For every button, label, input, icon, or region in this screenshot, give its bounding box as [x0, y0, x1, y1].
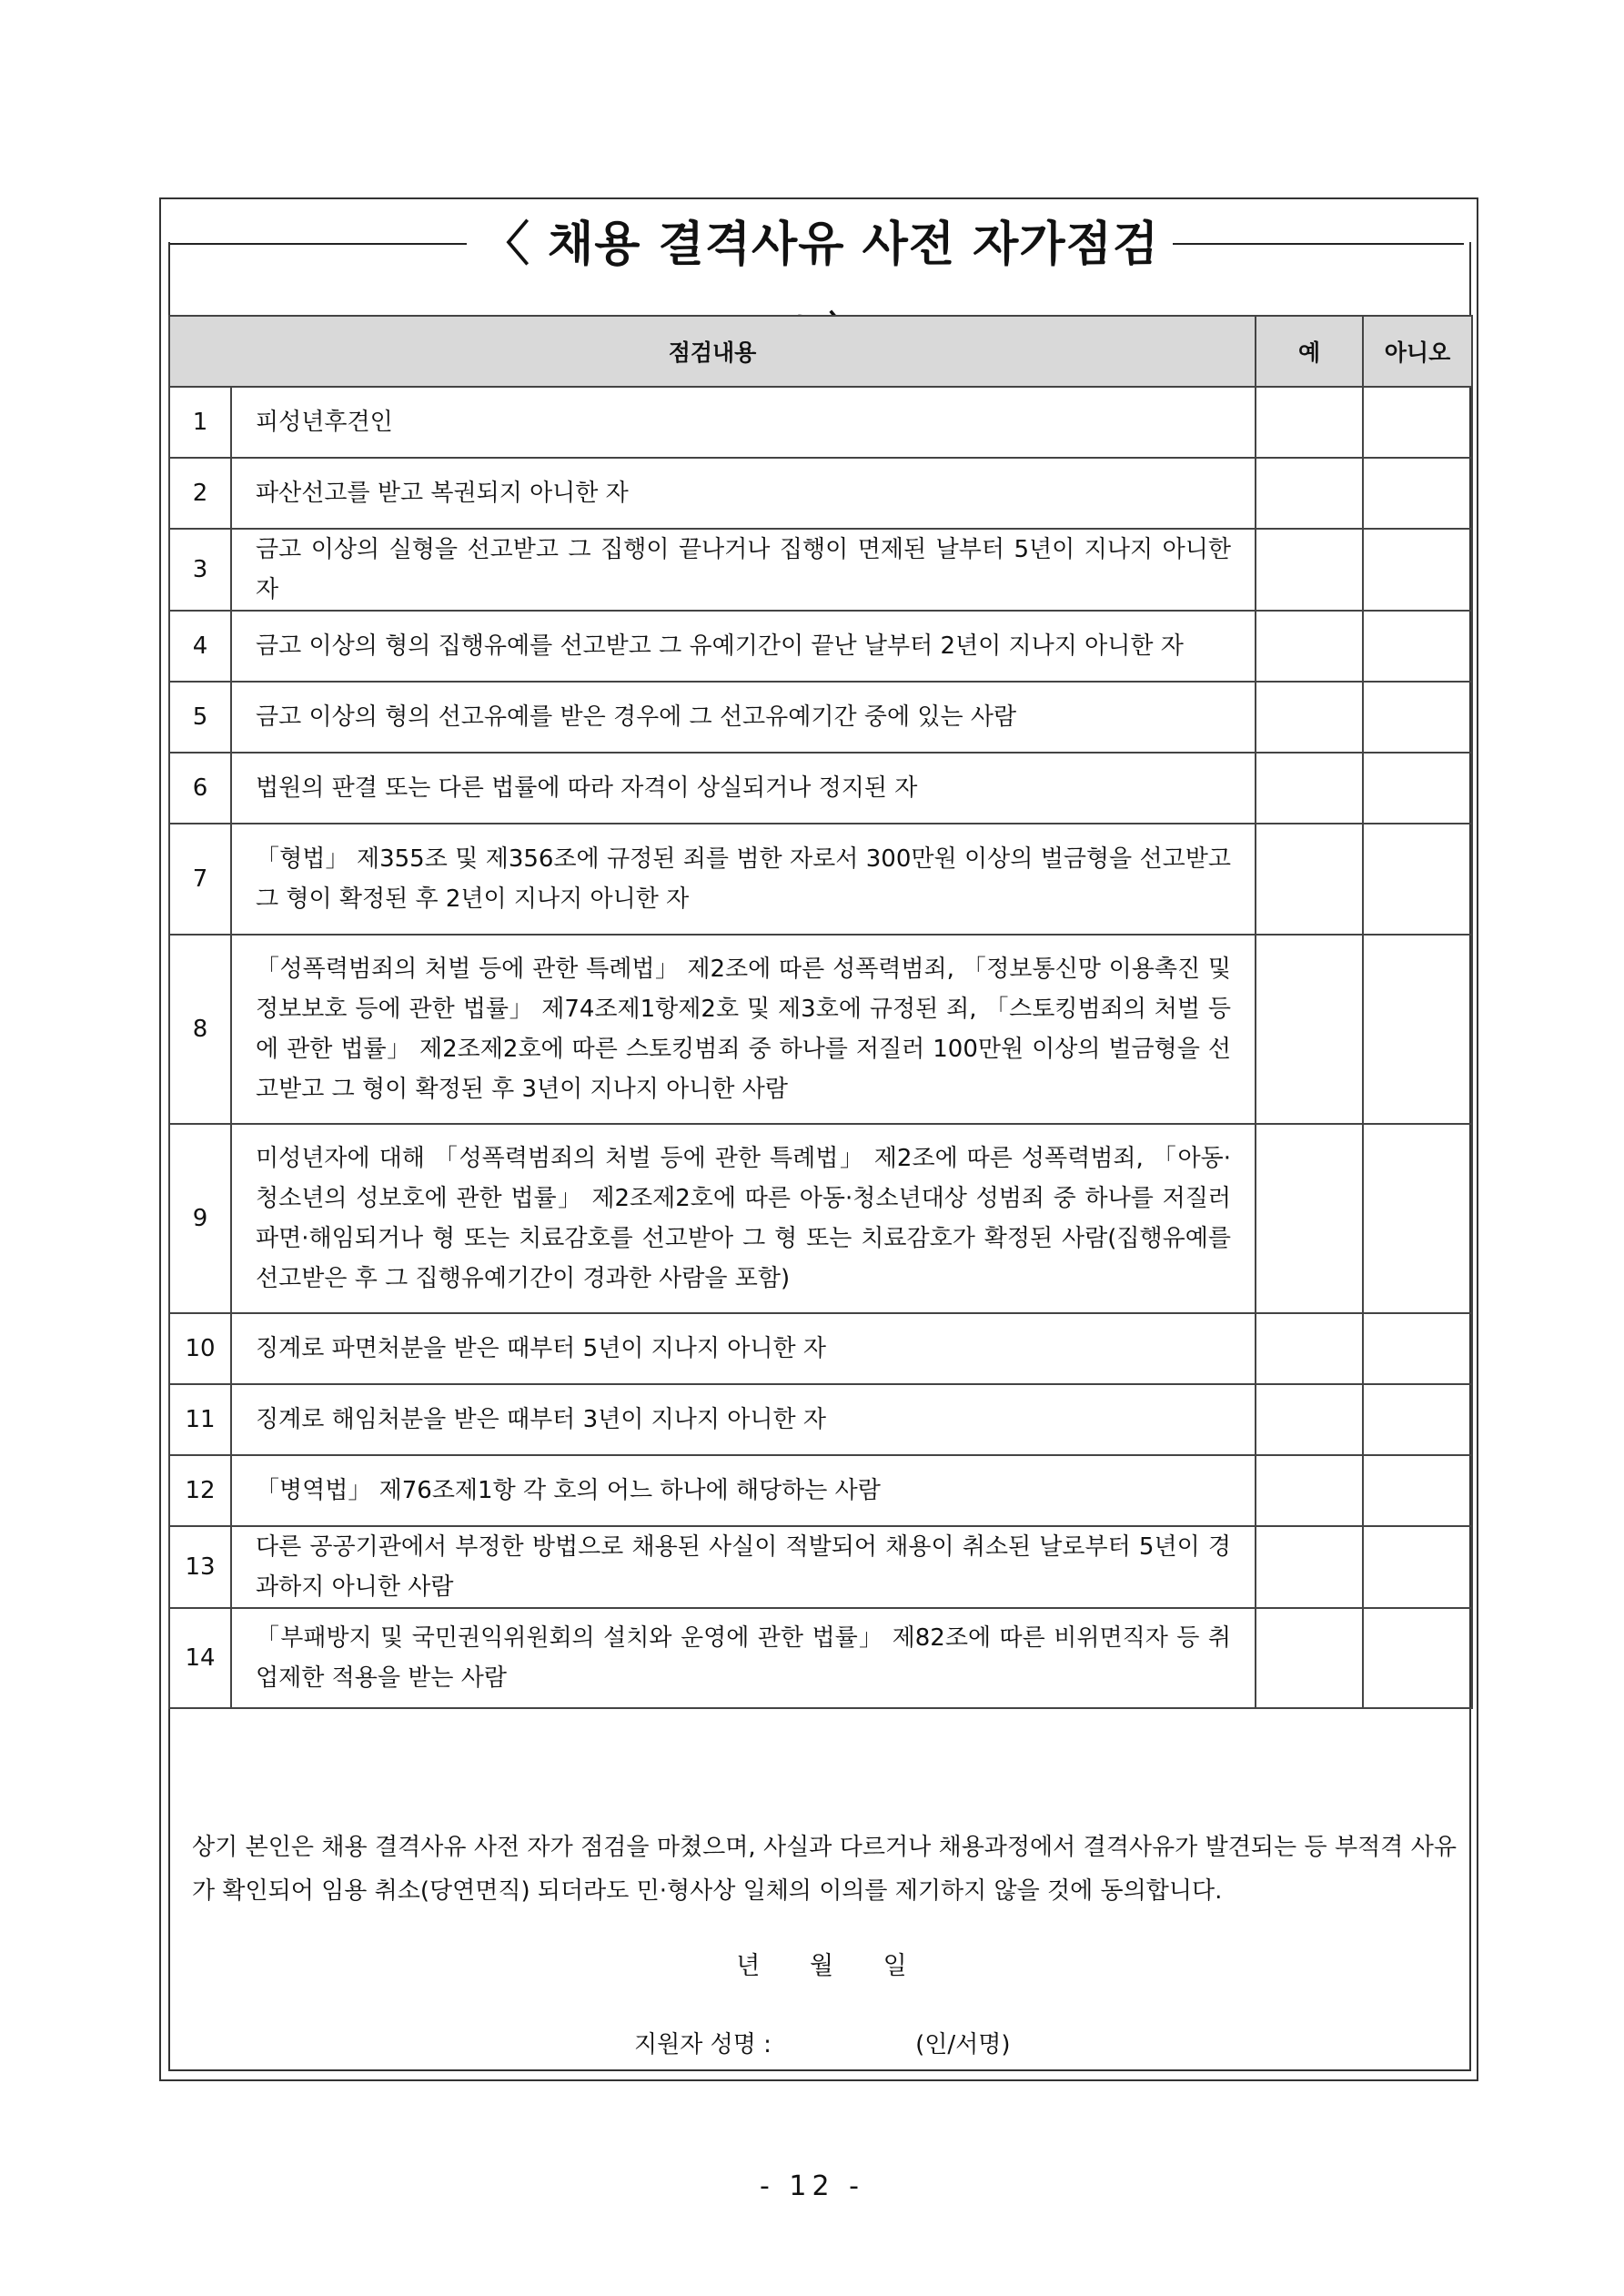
- no-checkbox-cell[interactable]: [1363, 1384, 1472, 1455]
- table-row: [169, 1313, 1472, 1384]
- row-criterion-text: 피성년후견인: [231, 387, 1256, 458]
- row-number: 7: [169, 824, 231, 935]
- row-criterion-text: 미성년자에 대해 「성폭력범죄의 처벌 등에 관한 특례법」 제2조에 따른 성폭력범죄, 「아동·청소년의 성보호에 관한 법률」 제2조제2호에 따른 아동·청소년대상 성범죄 중 하나를 저질러 파면·해임되거나 형 또는 치료감호를 선고받아 그 형 또는 치료감호가 확정된 사람(집행유예를 선고받은 후 그 집행유예기간이 경과한 사람을 포함): [231, 1124, 1256, 1313]
- yes-checkbox-cell[interactable]: [1256, 1455, 1363, 1526]
- no-checkbox-cell[interactable]: [1363, 458, 1472, 529]
- no-checkbox-cell[interactable]: [1363, 682, 1472, 753]
- row-criterion-text: 「형법」 제355조 및 제356조에 규정된 죄를 범한 자로서 300만원 이상의 벌금형을 선고받고 그 형이 확정된 후 2년이 지나지 아니한 자: [231, 824, 1256, 935]
- row-criterion-text: 다른 공공기관에서 부정한 방법으로 채용된 사실이 적발되어 채용이 취소된 날로부터 5년이 경과하지 아니한 사람: [231, 1526, 1256, 1608]
- signature-line: [634, 2026, 1011, 2059]
- header-no: 아니오: [1363, 316, 1472, 387]
- table-row: [169, 935, 1472, 1124]
- yes-checkbox-cell[interactable]: [1256, 1124, 1363, 1313]
- row-number: 4: [169, 611, 231, 682]
- row-number: 5: [169, 682, 231, 753]
- no-checkbox-cell[interactable]: [1363, 611, 1472, 682]
- row-criterion-text: 「병역법」 제76조제1항 각 호의 어느 하나에 해당하는 사람: [231, 1455, 1256, 1526]
- applicant-name-label: 지원자 성명 :: [634, 2031, 772, 2058]
- yes-checkbox-cell[interactable]: [1256, 1526, 1363, 1608]
- row-number: 8: [169, 935, 231, 1124]
- page-title: 〈 채용 결격사유 사전 자가점검: [481, 217, 1160, 272]
- yes-checkbox-cell[interactable]: [1256, 935, 1363, 1124]
- yes-checkbox-cell[interactable]: [1256, 387, 1363, 458]
- no-checkbox-cell[interactable]: [1363, 824, 1472, 935]
- row-number: 6: [169, 753, 231, 824]
- yes-checkbox-cell[interactable]: [1256, 753, 1363, 824]
- yes-checkbox-cell[interactable]: [1256, 1384, 1363, 1455]
- row-number: 10: [169, 1313, 231, 1384]
- header-yes: 예: [1256, 316, 1363, 387]
- no-checkbox-cell[interactable]: [1363, 1124, 1472, 1313]
- no-checkbox-cell[interactable]: [1363, 1526, 1472, 1608]
- row-number: 13: [169, 1526, 231, 1608]
- table-row: [169, 824, 1472, 935]
- table-row: [169, 387, 1472, 458]
- header-content: 점검내용: [169, 316, 1256, 387]
- row-number: 3: [169, 529, 231, 611]
- row-number: 2: [169, 458, 231, 529]
- no-checkbox-cell[interactable]: [1363, 935, 1472, 1124]
- no-checkbox-cell[interactable]: [1363, 1313, 1472, 1384]
- row-criterion-text: 「부패방지 및 국민권익위원회의 설치와 운영에 관한 법률」 제82조에 따른 비위면직자 등 취업제한 적용을 받는 사람: [231, 1608, 1256, 1708]
- checklist-table: [168, 315, 1473, 1709]
- row-number: 11: [169, 1384, 231, 1455]
- yes-checkbox-cell[interactable]: [1256, 1313, 1363, 1384]
- row-criterion-text: 파산선고를 받고 복권되지 아니한 자: [231, 458, 1256, 529]
- no-checkbox-cell[interactable]: [1363, 753, 1472, 824]
- yes-checkbox-cell[interactable]: [1256, 682, 1363, 753]
- yes-checkbox-cell[interactable]: [1256, 458, 1363, 529]
- row-number: 9: [169, 1124, 231, 1313]
- row-number: 1: [169, 387, 231, 458]
- table-row: [169, 458, 1472, 529]
- row-criterion-text: 금고 이상의 형의 선고유예를 받은 경우에 그 선고유예기간 중에 있는 사람: [231, 682, 1256, 753]
- seal-label: (인/서명): [915, 2031, 1011, 2058]
- table-row: [169, 1455, 1472, 1526]
- no-checkbox-cell[interactable]: [1363, 529, 1472, 611]
- row-criterion-text: 금고 이상의 실형을 선고받고 그 집행이 끝나거나 집행이 면제된 날부터 5년이 지나지 아니한 자: [231, 529, 1256, 611]
- table-row: [169, 753, 1472, 824]
- no-checkbox-cell[interactable]: [1363, 387, 1472, 458]
- row-number: 12: [169, 1455, 231, 1526]
- checklist-body: [168, 242, 1471, 2071]
- table-row: [169, 1384, 1472, 1455]
- yes-checkbox-cell[interactable]: [1256, 1608, 1363, 1708]
- page-number: - 12 -: [760, 2170, 864, 2202]
- row-criterion-text: 징계로 파면처분을 받은 때부터 5년이 지나지 아니한 자: [231, 1313, 1256, 1384]
- row-criterion-text: 금고 이상의 형의 집행유예를 선고받고 그 유예기간이 끝난 날부터 2년이 지나지 아니한 자: [231, 611, 1256, 682]
- no-checkbox-cell[interactable]: [1363, 1455, 1472, 1526]
- row-criterion-text: 「성폭력범죄의 처벌 등에 관한 특례법」 제2조에 따른 성폭력범죄, 「정보통신망 이용촉진 및 정보보호 등에 관한 법률」 제74조제1항제2호 및 제3호에 규정된 죄, 「스토킹범죄의 처벌 등에 관한 법률」 제2조제2호에 따른 스토킹범죄 중 하나를 저질러 100만원 이상의 벌금형을 선고받고 그 형이 확정된 후 3년이 지나지 아니한 사람: [231, 935, 1256, 1124]
- table-row: [169, 1608, 1472, 1708]
- declaration-text: 상기 본인은 채용 결격사유 사전 자가 점검을 마쳤으며, 사실과 다르거나 채용과정에서 결격사유가 발견되는 등 부적격 사유가 확인되어 임용 취소(당연면직) 되더라도 민·형사상 일체의 이의를 제기하지 않을 것에 동의합니다.: [192, 1834, 1457, 1905]
- no-checkbox-cell[interactable]: [1363, 1608, 1472, 1708]
- row-criterion-text: 징계로 해임처분을 받은 때부터 3년이 지나지 아니한 자: [231, 1384, 1256, 1455]
- yes-checkbox-cell[interactable]: [1256, 529, 1363, 611]
- table-row: [169, 529, 1472, 611]
- yes-checkbox-cell[interactable]: [1256, 611, 1363, 682]
- checklist-form: [159, 197, 1478, 2081]
- table-row: [169, 611, 1472, 682]
- row-criterion-text: 법원의 판결 또는 다른 법률에 따라 자격이 상실되거나 정지된 자: [231, 753, 1256, 824]
- date-line: 년 월 일: [736, 1952, 907, 1980]
- table-row: [169, 1124, 1472, 1313]
- row-number: 14: [169, 1608, 231, 1708]
- table-row: [169, 1526, 1472, 1608]
- yes-checkbox-cell[interactable]: [1256, 824, 1363, 935]
- table-row: [169, 682, 1472, 753]
